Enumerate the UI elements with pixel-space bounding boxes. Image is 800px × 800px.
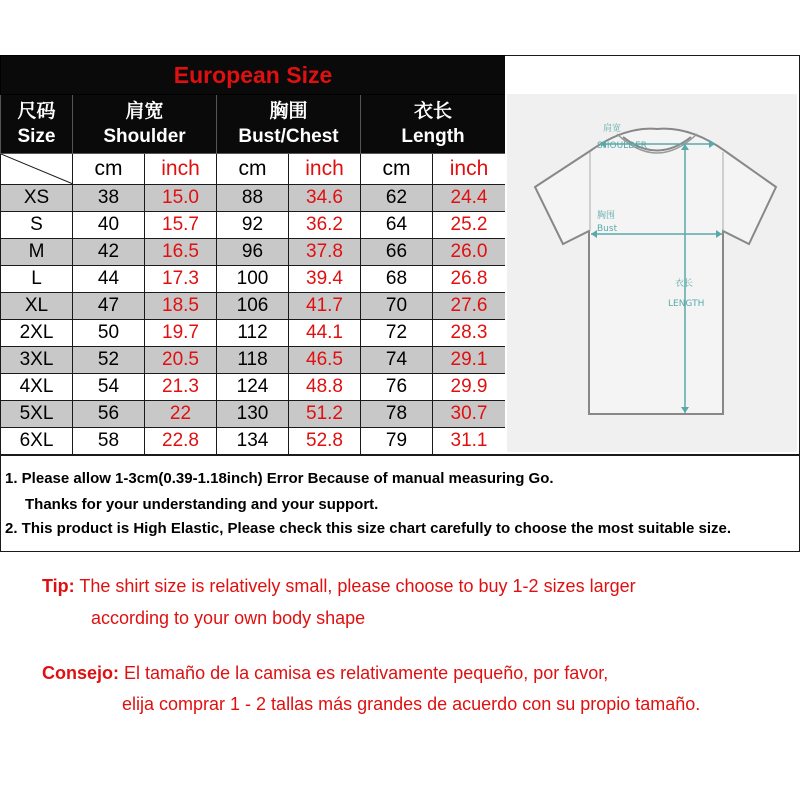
unit-cm: cm — [217, 154, 289, 185]
inch-cell: 19.7 — [145, 320, 217, 347]
size-cell: M — [1, 239, 73, 266]
cm-cell: 78 — [361, 401, 433, 428]
cm-cell: 130 — [217, 401, 289, 428]
header-shoulder-en: Shoulder — [103, 126, 186, 147]
size-cell: 6XL — [1, 428, 73, 455]
cm-cell: 124 — [217, 374, 289, 401]
inch-cell: 21.3 — [145, 374, 217, 401]
cm-cell: 112 — [217, 320, 289, 347]
bust-label-en: Bust — [597, 224, 618, 234]
consejo-label: Consejo: — [42, 663, 120, 683]
note-line-3: 2. This product is High Elastic, Please check this size chart carefully to choose the most suitable size. — [5, 520, 732, 537]
size-cell: S — [1, 212, 73, 239]
header-length — [361, 95, 506, 154]
tshirt-icon — [505, 56, 800, 456]
consejo-text-2: elija comprar 1 - 2 tallas más grandes de acuerdo con su propio tamaño. — [122, 694, 701, 714]
note-line-1: 1. Please allow 1-3cm(0.39-1.18inch) Error Because of manual measuring Go. — [5, 470, 554, 487]
tshirt-illustration — [505, 55, 800, 455]
inch-cell: 27.6 — [433, 293, 506, 320]
cm-cell: 38 — [73, 185, 145, 212]
inch-cell: 15.0 — [145, 185, 217, 212]
inch-cell: 39.4 — [289, 266, 361, 293]
tip-text-2: according to your own body shape — [91, 608, 366, 628]
note-line-2: Thanks for your understanding and your support. — [25, 496, 379, 513]
inch-cell: 41.7 — [289, 293, 361, 320]
unit-inch: inch — [145, 154, 217, 185]
size-cell: L — [1, 266, 73, 293]
table-row — [1, 212, 506, 239]
cm-cell: 40 — [73, 212, 145, 239]
header-shoulder — [73, 95, 217, 154]
inch-cell: 30.7 — [433, 401, 506, 428]
table-row — [1, 185, 506, 212]
size-cell: XL — [1, 293, 73, 320]
length-label-cn: 衣长 — [675, 279, 694, 289]
table-row — [1, 428, 506, 455]
cm-cell: 56 — [73, 401, 145, 428]
inch-cell: 25.2 — [433, 212, 506, 239]
inch-cell: 17.3 — [145, 266, 217, 293]
cm-cell: 70 — [361, 293, 433, 320]
cm-cell: 76 — [361, 374, 433, 401]
shoulder-label-en: SHOULDER — [597, 141, 648, 151]
cm-cell: 52 — [73, 347, 145, 374]
inch-cell: 37.8 — [289, 239, 361, 266]
inch-cell: 15.7 — [145, 212, 217, 239]
inch-cell: 46.5 — [289, 347, 361, 374]
inch-cell: 26.8 — [433, 266, 506, 293]
header-bust-cn: 胸围 — [269, 101, 308, 122]
inch-cell: 48.8 — [289, 374, 361, 401]
inch-cell: 52.8 — [289, 428, 361, 455]
table-row — [1, 293, 506, 320]
cm-cell: 79 — [361, 428, 433, 455]
notes-box — [0, 455, 800, 552]
header-bust-en: Bust/Chest — [238, 126, 339, 147]
unit-cm: cm — [361, 154, 433, 185]
header-length-en: Length — [401, 126, 465, 147]
cm-cell: 134 — [217, 428, 289, 455]
cm-cell: 66 — [361, 239, 433, 266]
cm-cell: 42 — [73, 239, 145, 266]
unit-cm: cm — [73, 154, 145, 185]
table-row — [1, 401, 506, 428]
cm-cell: 58 — [73, 428, 145, 455]
cm-cell: 72 — [361, 320, 433, 347]
diagonal-line — [1, 154, 73, 184]
inch-cell: 16.5 — [145, 239, 217, 266]
diagonal-cell — [1, 154, 73, 185]
table-row — [1, 266, 506, 293]
inch-cell: 18.5 — [145, 293, 217, 320]
tip-spanish-cont — [122, 694, 700, 715]
inch-cell: 28.3 — [433, 320, 506, 347]
cm-cell: 88 — [217, 185, 289, 212]
inch-cell: 20.5 — [145, 347, 217, 374]
shoulder-label-cn: 肩宽 — [603, 124, 622, 134]
header-shoulder-cn: 肩宽 — [125, 101, 164, 122]
inch-cell: 22 — [145, 401, 217, 428]
tip-spanish — [42, 663, 608, 684]
inch-cell: 22.8 — [145, 428, 217, 455]
cm-cell: 54 — [73, 374, 145, 401]
consejo-text-1: El tamaño de la camisa es relativamente pequeño, por favor, — [124, 663, 609, 683]
table-row — [1, 374, 506, 401]
size-cell: XS — [1, 185, 73, 212]
tip-english — [42, 576, 636, 597]
tip-text-1: The shirt size is relatively small, please choose to buy 1-2 sizes larger — [79, 576, 636, 596]
table-row — [1, 347, 506, 374]
tip-english-cont — [91, 608, 365, 629]
inch-cell: 24.4 — [433, 185, 506, 212]
tip-label: Tip: — [42, 576, 75, 596]
size-chart-table — [0, 55, 506, 455]
inch-cell: 31.1 — [433, 428, 506, 455]
inch-cell: 51.2 — [289, 401, 361, 428]
cm-cell: 106 — [217, 293, 289, 320]
length-label-en: LENGTH — [668, 299, 705, 309]
inch-cell: 44.1 — [289, 320, 361, 347]
inch-cell: 26.0 — [433, 239, 506, 266]
size-cell: 2XL — [1, 320, 73, 347]
unit-inch: inch — [433, 154, 506, 185]
cm-cell: 74 — [361, 347, 433, 374]
header-size-en: Size — [17, 126, 56, 147]
inch-cell: 29.9 — [433, 374, 506, 401]
table-row — [1, 239, 506, 266]
cm-cell: 96 — [217, 239, 289, 266]
cm-cell: 118 — [217, 347, 289, 374]
header-size — [1, 95, 73, 154]
cm-cell: 62 — [361, 185, 433, 212]
size-cell: 3XL — [1, 347, 73, 374]
inch-cell: 29.1 — [433, 347, 506, 374]
cm-cell: 44 — [73, 266, 145, 293]
inch-cell: 36.2 — [289, 212, 361, 239]
cm-cell: 92 — [217, 212, 289, 239]
bust-label-cn: 胸围 — [597, 211, 616, 221]
size-cell: 4XL — [1, 374, 73, 401]
table-title: European Size — [1, 56, 506, 95]
inch-cell: 34.6 — [289, 185, 361, 212]
cm-cell: 50 — [73, 320, 145, 347]
cm-cell: 47 — [73, 293, 145, 320]
unit-inch: inch — [289, 154, 361, 185]
size-cell: 5XL — [1, 401, 73, 428]
cm-cell: 64 — [361, 212, 433, 239]
header-length-cn: 衣长 — [414, 101, 453, 122]
header-bust — [217, 95, 361, 154]
cm-cell: 100 — [217, 266, 289, 293]
cm-cell: 68 — [361, 266, 433, 293]
table-row — [1, 320, 506, 347]
header-size-cn: 尺码 — [17, 101, 56, 122]
